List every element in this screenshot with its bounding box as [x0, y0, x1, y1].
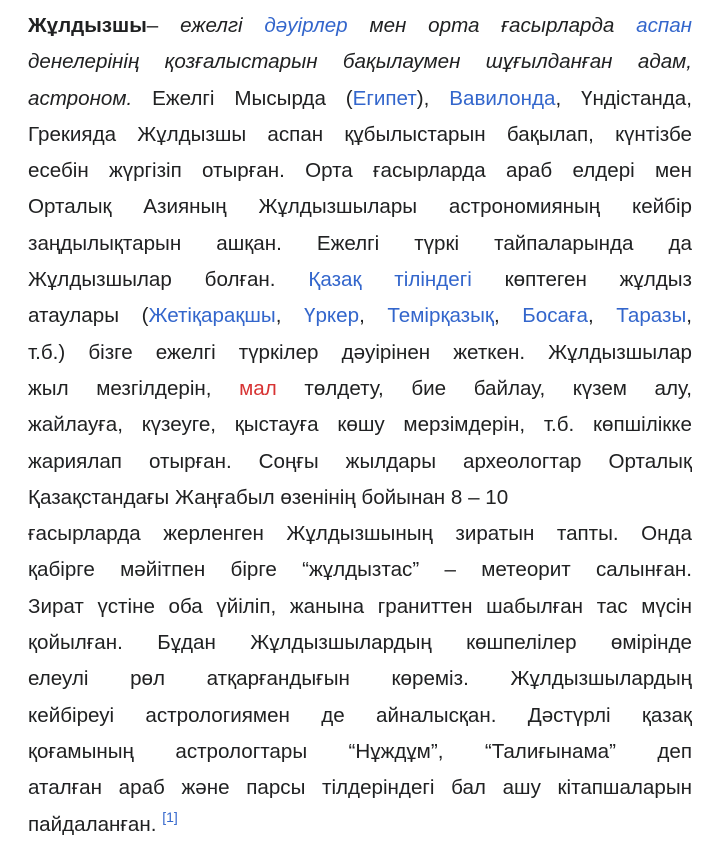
text-segment: денелерінің қозғалыстарын бақылаумен шұғылданған адам,: [28, 50, 692, 74]
article-title: Жұлдызшы: [28, 14, 147, 37]
text-segment: көптеген жұлдыз: [471, 268, 692, 292]
text-segment: Ежелгі Мысырда (: [132, 86, 353, 110]
text-line: есебін жүргізіп отырған. Орта ғасырларда араб елдері мен: [28, 159, 692, 183]
text-line: Грекияда Жұлдызшы аспан құбылыстарын бақылап, күнтізбе: [28, 122, 692, 146]
text-segment: ,: [275, 304, 304, 328]
text-line: жариялап отырған. Соңғы жылдары археологтар Орталық: [28, 449, 692, 473]
text-line: жайлауға, күзеуге, қыстауға көшу мерзімдерін, т.б. көпшілікке: [28, 413, 692, 437]
link-dauirler[interactable]: дәуірлер: [264, 14, 348, 37]
citation-ref[interactable]: [162, 809, 178, 825]
text-line: аталған араб және парсы тілдеріндегі бал ашу кітапшаларын: [28, 776, 692, 800]
link-egipet[interactable]: Египет: [352, 86, 417, 110]
text-segment: ,: [493, 304, 523, 328]
text-line: [28, 298, 692, 334]
link-tarazy[interactable]: Таразы: [616, 304, 687, 328]
text-line: қойылған. Бұдан Жұлдызшылардың көшпелілер өмірінде: [28, 631, 692, 655]
link-temirqazyq[interactable]: Темірқазық: [387, 304, 494, 328]
text-segment: жыл мезгілдерін,: [28, 376, 240, 400]
text-segment: ,: [359, 304, 388, 328]
link-vavilon[interactable]: Вавилонда: [449, 86, 556, 110]
text-line: [28, 807, 692, 843]
text-line: Зират үстіне оба үйіліп, жанына граниттен шабылған тас мүсін: [28, 594, 692, 618]
text-line: [28, 262, 692, 298]
text-line: [28, 81, 692, 117]
text-line: елеулі рөл атқарғандығын көреміз. Жұлдызшылардың: [28, 667, 692, 691]
text-line: [28, 8, 692, 44]
text-line: [28, 371, 692, 407]
link-qazaq-tilindegi[interactable]: Қазақ тіліндегі: [308, 268, 472, 292]
text-line: ғасырларда жерленген Жұлдызшының зиратын тапты. Онда: [28, 522, 692, 546]
link-zhetiqaraqshy[interactable]: Жетіқарақшы: [148, 304, 276, 328]
text-segment: ежелгі: [180, 14, 265, 37]
text-segment: ,: [686, 304, 692, 328]
text-segment: төлдету, бие байлау, күзем алу,: [276, 376, 692, 400]
citation-link[interactable]: [1]: [162, 808, 178, 825]
text-line: кейбіреуі астрологиямен де айналысқан. Дәстүрлі қазақ: [28, 703, 692, 727]
text-segment: пайдаланған.: [28, 812, 157, 836]
text-segment: мен орта ғасырларда: [347, 14, 637, 37]
text-segment: ),: [416, 86, 450, 110]
text-segment: атаулары (: [28, 304, 149, 328]
text-line: қабірге мәйітпен бірге “жұлдызтас” – метеорит салынған.: [28, 558, 692, 582]
text-segment: астроном.: [28, 86, 133, 110]
link-bosaga[interactable]: Босаға: [522, 304, 588, 328]
link-urker[interactable]: Үркер: [304, 304, 360, 328]
text-segment: Жұлдызшылар болған.: [28, 268, 309, 292]
text-segment: –: [146, 14, 181, 37]
text-line: т.б.) бізге ежелгі түркілер дәуірінен жеткен. Жұлдызшылар: [28, 340, 692, 364]
text-line: қоғамының астрологтары “Нұждұм”, “Талиғынама” деп: [28, 739, 692, 763]
text-line: Қазақстандағы Жаңғабыл өзенінің бойынан 8 – 10: [28, 485, 509, 509]
link-mal[interactable]: мал: [239, 376, 277, 400]
text-line: [28, 44, 692, 80]
text-segment: ,: [587, 304, 617, 328]
text-line: Орталық Азияның Жұлдызшылары астрономияның кейбір: [28, 195, 692, 219]
text-segment: , Үндістанда,: [555, 86, 692, 110]
text-line: заңдылықтарын ашқан. Ежелгі түркі тайпаларында да: [28, 231, 692, 255]
link-aspan[interactable]: аспан: [636, 14, 692, 37]
